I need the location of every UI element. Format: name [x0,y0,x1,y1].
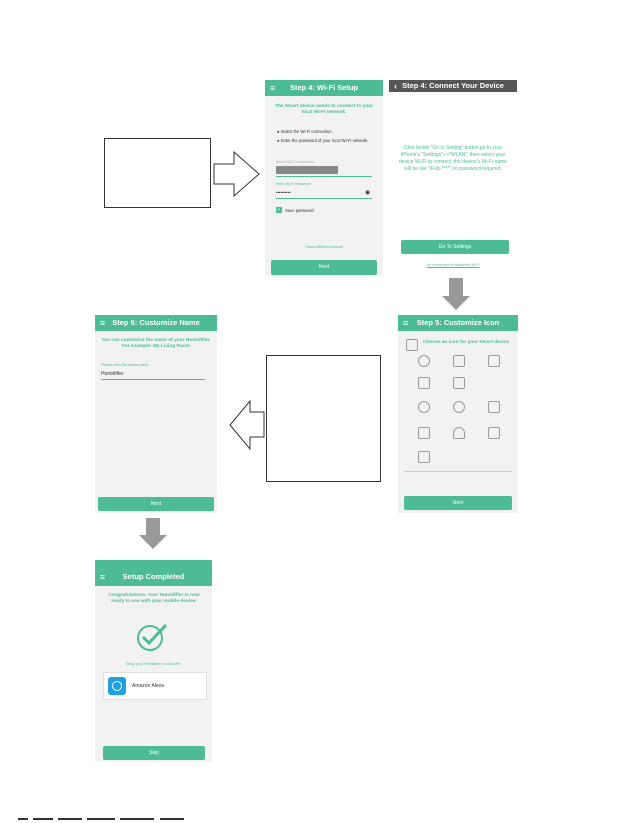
customize-name-screen [95,315,217,513]
arrow-down-left-shaft [146,518,160,535]
connect-header [389,80,517,92]
go-settings-button[interactable]: Go To Settings [401,240,509,254]
icon-next-button[interactable]: Next [404,496,512,510]
icon-title: Step 5: Customize Icon [416,318,500,327]
wifi-setup-screen [265,80,383,276]
fridge-icon-option[interactable] [418,451,430,463]
completed-title: Setup Completed [122,572,185,581]
checkbox-icon[interactable]: ✓ [276,207,282,213]
password-field[interactable]: •••••••••• [276,190,291,195]
ssid-redacted[interactable] [276,166,338,174]
wifi-setup-title: Step 4: Wi-Fi Setup [289,83,359,92]
name-field[interactable]: Humidifier [101,371,124,377]
bullet-select: ● Select the Wi-Fi connection. [277,129,333,134]
name-intro: You can customize the name of your Humidifier. For example: My Living Room [101,338,211,349]
password-hint: Enter Wi-Fi Password [276,182,311,186]
menu-icon[interactable]: ≡ [403,318,409,328]
humidifier-icon-option[interactable] [418,355,430,367]
connect-device-screen [389,80,517,276]
save-password-label: Save password [285,208,314,213]
alexa-label: Amazon Alexa [132,683,164,689]
menu-icon[interactable]: ≡ [100,318,106,328]
device-icon-option[interactable] [406,339,418,351]
connect-instructions: Click below "Go to Setting" button,go to your iPhone's "Settings"-->"WLAN", then select your device Wi-Fi to connect, the device's Wi-Fi name will be like "iFub-****",no password required. [399,145,507,172]
name-field-hint: Please enter the device name [101,363,149,367]
arrow-down-right-shaft [449,278,463,296]
icon-header [398,315,518,331]
alexa-option[interactable] [103,672,207,700]
cooker-icon-option[interactable] [453,401,465,413]
wifi-next-button[interactable]: Next [271,260,377,275]
setup-completed-screen [95,560,212,762]
congrats-text: Congratulations. Your Humidifier is now ready to use with your mobile device. [108,593,200,604]
bullet-password: ● Enter the password of your local Wi-Fi network. [277,138,369,143]
menu-icon[interactable]: ≡ [100,572,106,582]
arrow-down-right [442,296,470,310]
switch-icon-option[interactable] [418,377,430,389]
name-header [95,315,217,331]
menu-icon[interactable]: ≡ [270,83,276,93]
connect-title: Step 4: Connect Your Device [402,81,504,90]
alexa-icon [108,677,126,695]
icon-subtitle: Choose an icon for your Smart device [422,340,510,345]
customize-icon-screen [398,315,518,513]
completed-header [95,568,212,586]
wifi-setup-header [265,80,383,96]
ssid-hint: Select Wi-Fi connection [276,160,314,164]
bulb-icon-option[interactable] [488,427,500,439]
door-icon-option[interactable] [453,377,465,389]
heater-icon-option[interactable] [453,355,465,367]
callout-left [228,355,384,485]
setup-with-label: Setup your Humidifier to work with: [125,662,182,666]
outlet-icon-option[interactable] [418,427,430,439]
heater-tower-icon-option[interactable] [488,401,500,413]
eye-icon[interactable]: ◉ [365,190,371,196]
fan-icon-option[interactable] [418,401,430,413]
name-title: Step 6: Customize Name [112,318,200,327]
callout-right [104,138,264,210]
select-different-link[interactable]: Select different network [305,245,343,249]
light-icon-option[interactable] [488,355,500,367]
wifi-intro: The Smart device needs to connect to your local Wi-Fi network. [274,104,374,115]
back-icon[interactable]: ‹ [394,81,397,91]
name-next-button[interactable]: Next [98,497,214,511]
lamp-icon-option[interactable] [488,377,500,389]
skip-button[interactable]: Skip [103,746,205,760]
arrow-down-left [139,535,167,549]
connected-link[interactable]: I'm connected to Humidifier Wi-Fi [426,263,480,267]
check-circle-icon [135,622,169,652]
robot-icon-option[interactable] [453,427,465,439]
